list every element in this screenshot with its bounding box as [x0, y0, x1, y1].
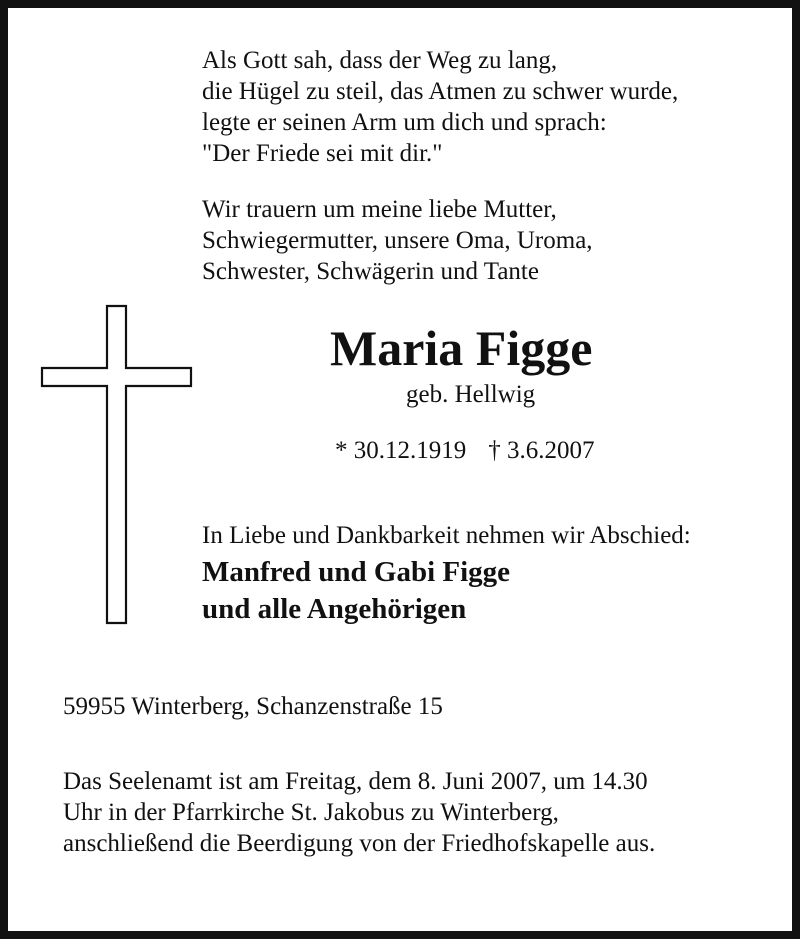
birth-date: * 30.12.1919 [335, 437, 467, 464]
address [63, 691, 443, 722]
service-line: anschließend die Beerdigung von der Friedhofskapelle aus. [63, 830, 656, 857]
family-signature [202, 554, 510, 628]
poem-line: Als Gott sah, dass der Weg zu lang, [202, 47, 558, 74]
life-dates [335, 436, 595, 466]
service-line: Uhr in der Pfarrkirche St. Jakobus zu Winterberg, [63, 799, 559, 826]
death-date: † 3.6.2007 [488, 437, 595, 464]
maiden-name: geb. Hellwig [406, 381, 536, 408]
family-line: Manfred und Gabi Figge [202, 556, 511, 588]
farewell-intro-text: In Liebe und Dankbarkeit nehmen wir Abschied: [202, 522, 691, 549]
service-line: Das Seelenamt ist am Freitag, dem 8. Juni 2007, um 14.30 [63, 768, 648, 795]
poem-line: die Hügel zu steil, das Atmen zu schwer wurde, [202, 78, 679, 105]
mourning-line: Schwiegermutter, unsere Oma, Uroma, [202, 227, 593, 254]
address-text: 59955 Winterberg, Schanzenstraße 15 [63, 693, 443, 720]
service-info [63, 766, 655, 859]
farewell-intro [202, 520, 691, 551]
poem [202, 45, 678, 169]
cross-icon [40, 304, 196, 626]
family-line: und alle Angehörigen [202, 593, 467, 625]
mourning-statement [202, 194, 593, 287]
mourning-line: Schwester, Schwägerin und Tante [202, 258, 539, 285]
deceased-name: Maria Figge [330, 320, 593, 376]
poem-line: legte er seinen Arm um dich und sprach: [202, 109, 607, 136]
mourning-line: Wir trauern um meine liebe Mutter, [202, 196, 557, 223]
poem-line: "Der Friede sei mit dir." [202, 140, 443, 167]
